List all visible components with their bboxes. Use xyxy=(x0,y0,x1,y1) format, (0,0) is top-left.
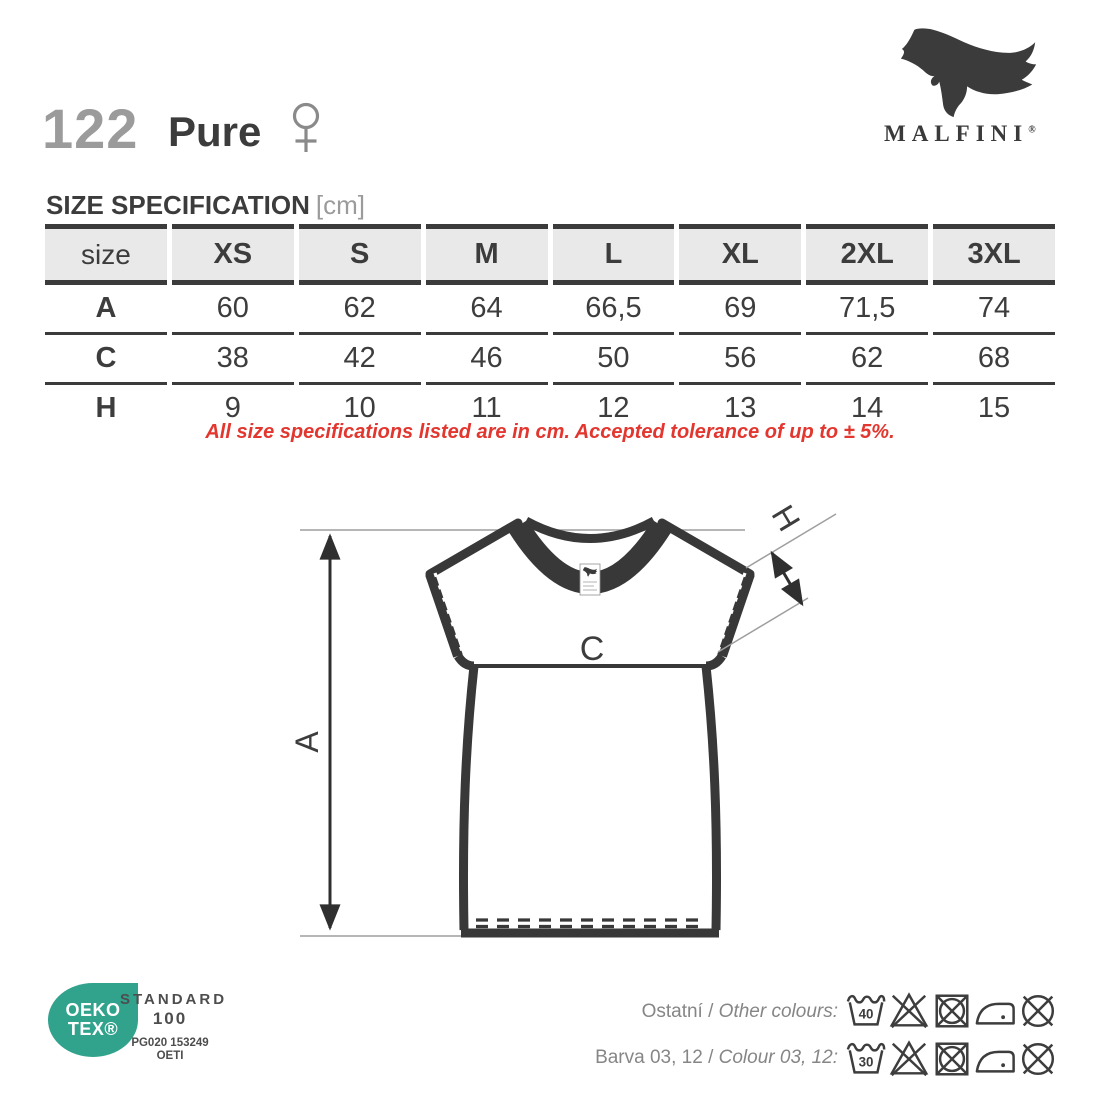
cell-h-s: 10 xyxy=(343,392,376,424)
cell-a-xs: 60 xyxy=(172,285,294,335)
oeko-badge-line2: TEX® xyxy=(67,1019,119,1039)
iron-low-temperature-icon xyxy=(974,988,1016,1034)
product-name: Pure xyxy=(168,108,262,155)
do-not-tumble-dry-icon xyxy=(931,988,973,1034)
care-label-czech: Barva 03, 12 / xyxy=(595,1047,719,1068)
cell-h-3xl: 15 xyxy=(977,392,1011,424)
cell-c-m: 46 xyxy=(426,335,548,385)
cell-a-l: 66,5 xyxy=(553,285,675,335)
neck-label xyxy=(580,564,600,595)
cell-a-xl: 69 xyxy=(679,285,801,335)
tshirt-measurement-diagram xyxy=(280,490,840,950)
cell-a-2xl: 71,5 xyxy=(806,285,928,335)
oeko-institute: OETI xyxy=(156,1050,184,1062)
oeko-standard-label: STANDARD xyxy=(120,991,228,1008)
sleeve-dimension-label: H xyxy=(764,498,808,538)
cell-a-m: 64 xyxy=(426,285,548,335)
care-label-czech: Ostatní / xyxy=(641,1001,719,1022)
table-header-row xyxy=(45,224,1055,285)
cell-h-xs: 9 xyxy=(224,392,241,424)
cell-c-s: 42 xyxy=(299,335,421,385)
table-row-c xyxy=(45,335,1055,385)
cell-a-s: 62 xyxy=(299,285,421,335)
hem-stitching xyxy=(476,920,704,927)
cell-h-m: 11 xyxy=(471,392,502,424)
oeko-badge-line1: OEKO xyxy=(65,1000,121,1020)
column-header-l: L xyxy=(553,224,675,285)
oeko-tex-details xyxy=(120,991,228,1062)
do-not-bleach-icon xyxy=(888,1036,930,1082)
registered-mark: ® xyxy=(1028,124,1036,136)
cell-a-3xl: 74 xyxy=(933,285,1055,335)
brand-wordmark xyxy=(884,121,1036,147)
care-label-other-colours xyxy=(642,1001,838,1023)
height-dimension-label: A xyxy=(289,731,325,753)
column-header-m: M xyxy=(426,224,548,285)
malfini-eagle-icon xyxy=(891,26,1047,120)
cell-c-xl: 56 xyxy=(679,335,801,385)
column-header-s: S xyxy=(299,224,421,285)
row-label-h: H xyxy=(95,392,117,424)
wash-max-temp-icon xyxy=(845,1036,887,1082)
size-specification-table xyxy=(40,224,1060,432)
female-gender-icon xyxy=(290,102,326,160)
care-label-english: Colour 03, 12: xyxy=(718,1047,838,1068)
section-title-text: SIZE SPECIFICATION xyxy=(46,190,310,220)
do-not-dry-clean-icon xyxy=(1017,1036,1059,1082)
do-not-dry-clean-icon xyxy=(1017,988,1059,1034)
do-not-tumble-dry-icon xyxy=(931,1036,973,1082)
care-label-english: Other colours: xyxy=(718,1001,838,1022)
row-label-c: C xyxy=(45,335,167,385)
row-label-a: A xyxy=(45,285,167,335)
cell-h-l: 12 xyxy=(597,392,630,424)
oeko-standard-number: 100 xyxy=(152,1009,188,1028)
cell-h-2xl: 14 xyxy=(851,392,884,424)
tolerance-note: All size specifications listed are in cm. Accepted tolerance of up to ± 5%. xyxy=(205,421,895,443)
column-header-xl: XL xyxy=(679,224,801,285)
product-code: 122 xyxy=(42,97,139,160)
oeko-certificate-number: PG020 153249 xyxy=(131,1037,209,1049)
cell-c-2xl: 62 xyxy=(806,335,928,385)
column-header-xs: XS xyxy=(172,224,294,285)
wash-max-temp-icon xyxy=(845,988,887,1034)
cell-c-xs: 38 xyxy=(172,335,294,385)
cell-c-l: 50 xyxy=(553,335,675,385)
column-header-2xl: 2XL xyxy=(806,224,928,285)
care-symbols-row-other-colours xyxy=(845,988,1059,1034)
table-row-a xyxy=(45,285,1055,335)
brand-name: MALFINI xyxy=(884,121,1029,146)
iron-low-temperature-icon xyxy=(974,1036,1016,1082)
column-header-3xl: 3XL xyxy=(933,224,1055,285)
care-label-colour-03-12 xyxy=(595,1047,838,1069)
section-unit: [cm] xyxy=(315,190,365,220)
cell-c-3xl: 68 xyxy=(933,335,1055,385)
column-header-size: size xyxy=(45,224,167,285)
section-title xyxy=(46,190,365,221)
care-symbols-row-colour-03-12 xyxy=(845,1036,1059,1082)
svg-text:30: 30 xyxy=(858,1054,874,1070)
svg-text:40: 40 xyxy=(858,1006,874,1022)
chest-dimension-label: C xyxy=(579,630,605,668)
do-not-bleach-icon xyxy=(888,988,930,1034)
cell-h-xl: 13 xyxy=(724,392,757,424)
